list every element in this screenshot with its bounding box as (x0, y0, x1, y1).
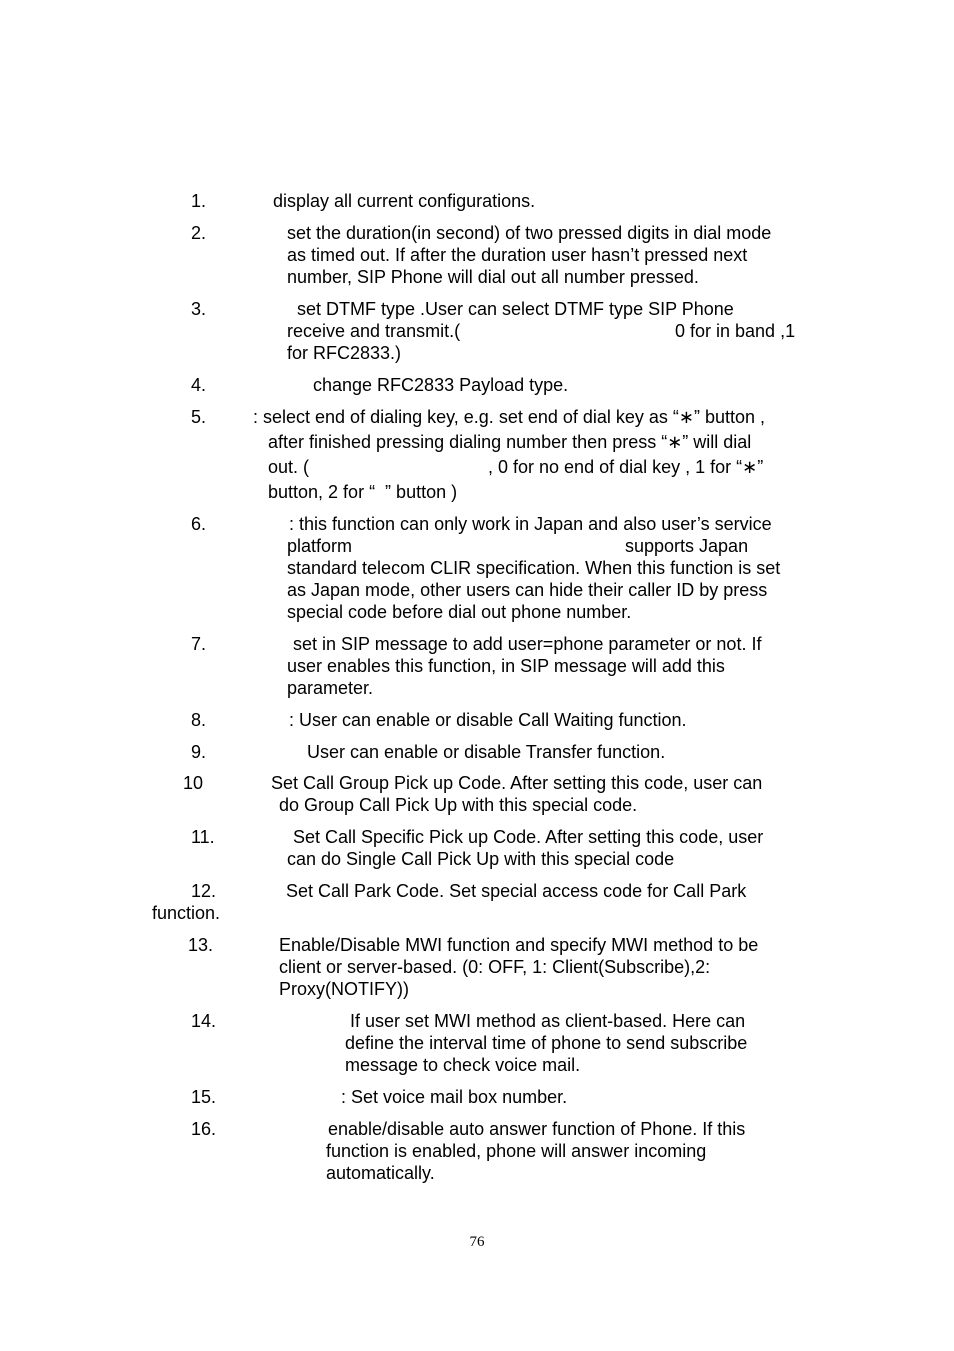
item-text: supports Japan (625, 536, 749, 556)
item-text: function is enabled, phone will answer incoming (326, 1141, 707, 1161)
item-text: If user set MWI method as client-based. Here can (350, 1011, 746, 1031)
item-number: 11. (191, 827, 215, 847)
item-text: function. (152, 903, 221, 923)
item-number: 13. (188, 935, 214, 955)
item-text: out. ( (268, 457, 310, 477)
item-text: can do Single Call Pick Up with this special code (287, 849, 675, 869)
item-text: standard telecom CLIR specification. When this function is set (287, 558, 781, 578)
item-text: : select end of dialing key, e.g. set end of dial key as “∗” button , (253, 407, 766, 427)
item-text: set in SIP message to add user=phone parameter or not. If (293, 634, 762, 654)
item-text: Set Call Specific Pick up Code. After setting this code, user (293, 827, 764, 847)
item-text: number, SIP Phone will dial out all number pressed. (287, 267, 699, 287)
item-text: : this function can only work in Japan and also user’s service (289, 514, 772, 534)
item-number: 2. (191, 223, 207, 243)
item-text: automatically. (326, 1163, 435, 1183)
item-number: 5. (191, 407, 207, 427)
item-text: : Set voice mail box number. (341, 1087, 568, 1107)
item-text: platform (287, 536, 353, 556)
item-number: 15. (191, 1087, 217, 1107)
item-text: 0 for in band ,1 (675, 321, 796, 341)
item-text: set DTMF type .User can select DTMF type SIP Phone (297, 299, 734, 319)
item-number: 4. (191, 375, 207, 395)
item-text: Enable/Disable MWI function and specify MWI method to be (279, 935, 759, 955)
item-text: User can enable or disable Transfer function. (307, 742, 666, 762)
item-text: enable/disable auto answer function of Phone. If this (328, 1119, 746, 1139)
item-number: 7. (191, 634, 207, 654)
item-text: as Japan mode, other users can hide their caller ID by press (287, 580, 768, 600)
item-text: set the duration(in second) of two pressed digits in dial mode (287, 223, 772, 243)
item-text: parameter. (287, 678, 374, 698)
item-number: 6. (191, 514, 207, 534)
item-text: special code before dial out phone number. (287, 602, 632, 622)
item-text: Proxy(NOTIFY)) (279, 979, 409, 999)
page-number: 76 (469, 1234, 485, 1250)
item-text: message to check voice mail. (345, 1055, 581, 1075)
item-number: 12. (191, 881, 217, 901)
item-number: 14. (191, 1011, 217, 1031)
item-text: after finished pressing dialing number then press “∗” will dial (268, 432, 752, 452)
item-text: Set Call Park Code. Set special access code for Call Park (286, 881, 747, 901)
item-text: client or server-based. (0: OFF, 1: Client(Subscribe),2: (279, 957, 711, 977)
item-text: as timed out. If after the duration user hasn’t pressed next (287, 245, 748, 265)
item-text: define the interval time of phone to send subscribe (345, 1033, 748, 1053)
item-text: , 0 for no end of dial key , 1 for “∗” (488, 457, 764, 477)
item-number: 3. (191, 299, 207, 319)
item-number: 10 (183, 773, 204, 793)
item-text: change RFC2833 Payload type. (313, 375, 569, 395)
item-text: : User can enable or disable Call Waiting function. (289, 710, 687, 730)
item-text: for RFC2833.) (287, 343, 402, 363)
item-text: Set Call Group Pick up Code. After setting this code, user can (271, 773, 763, 793)
item-text: user enables this function, in SIP message will add this (287, 656, 725, 676)
item-text: button, 2 for “ ” button ) (268, 482, 458, 502)
item-number: 1. (191, 191, 207, 211)
item-number: 9. (191, 742, 207, 762)
item-text: display all current configurations. (273, 191, 536, 211)
item-number: 8. (191, 710, 207, 730)
item-text: receive and transmit.( (287, 321, 461, 341)
item-number: 16. (191, 1119, 217, 1139)
item-text: do Group Call Pick Up with this special code. (279, 795, 638, 815)
